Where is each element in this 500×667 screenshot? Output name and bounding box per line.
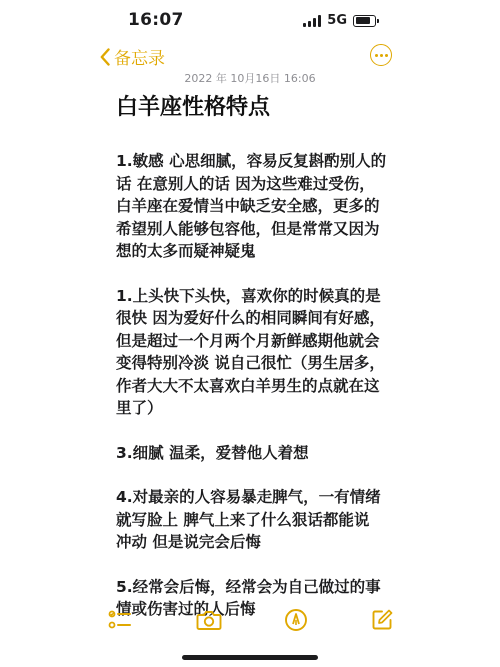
- markup-pen-icon: [284, 608, 308, 632]
- home-indicator[interactable]: [182, 655, 318, 660]
- camera-icon: [196, 608, 222, 632]
- compose-icon: [370, 608, 394, 632]
- battery-level: [356, 17, 370, 24]
- markup-button[interactable]: [284, 608, 308, 636]
- ellipsis-circle-icon: [375, 54, 378, 57]
- camera-button[interactable]: [196, 608, 222, 636]
- checklist-icon: [108, 608, 132, 632]
- signal-icon: [303, 15, 321, 27]
- battery-icon: [353, 15, 376, 27]
- checklist-button[interactable]: [108, 608, 132, 636]
- more-button[interactable]: [370, 44, 392, 66]
- note-paragraph: 1.敏感 心思细腻，容易反复斟酌别人的话 在意别人的话 因为这些难过受伤，白羊座在爱情当中缺乏安全感，更多的希望别人能够包容他，但是常常又因为想的太多而疑神疑鬼: [116, 152, 387, 260]
- compose-button[interactable]: [370, 608, 394, 636]
- note-paragraph: 4.对最亲的人容易暴走脾气，一有情绪就写脸上 脾气上来了什么狠话都能说 冲动 但是说完会后悔: [116, 488, 381, 551]
- back-button[interactable]: [100, 44, 165, 69]
- status-indicators: [303, 13, 376, 28]
- note-title[interactable]: 白羊座性格特点: [116, 95, 271, 120]
- back-label: 备忘录: [114, 49, 165, 69]
- bottom-toolbar: [0, 608, 500, 638]
- note-paragraph: 3.细腻 温柔，爱替他人着想: [116, 443, 309, 462]
- status-bar: [0, 0, 500, 40]
- nav-bar: [0, 40, 500, 70]
- status-time: 16:07: [128, 10, 184, 30]
- note-body[interactable]: [116, 150, 390, 643]
- chevron-left-icon: [100, 48, 110, 66]
- note-paragraph: 1.上头快下头快，喜欢你的时候真的是很快 因为爱好什么的相同瞬间有好感，但是超过一个月两个月新鲜感期他就会变得特别冷淡 说自己很忙（男生居多，作者大大不太喜欢白羊男生的点就在这里了）: [116, 286, 385, 417]
- note-timestamp: 2022 年 10月16日 16:06: [184, 72, 316, 85]
- network-type: 5G: [327, 13, 347, 28]
- note-paragraph: 5.经常会后悔，经常会为自己做过的事情或伤害过的人后悔: [116, 577, 381, 618]
